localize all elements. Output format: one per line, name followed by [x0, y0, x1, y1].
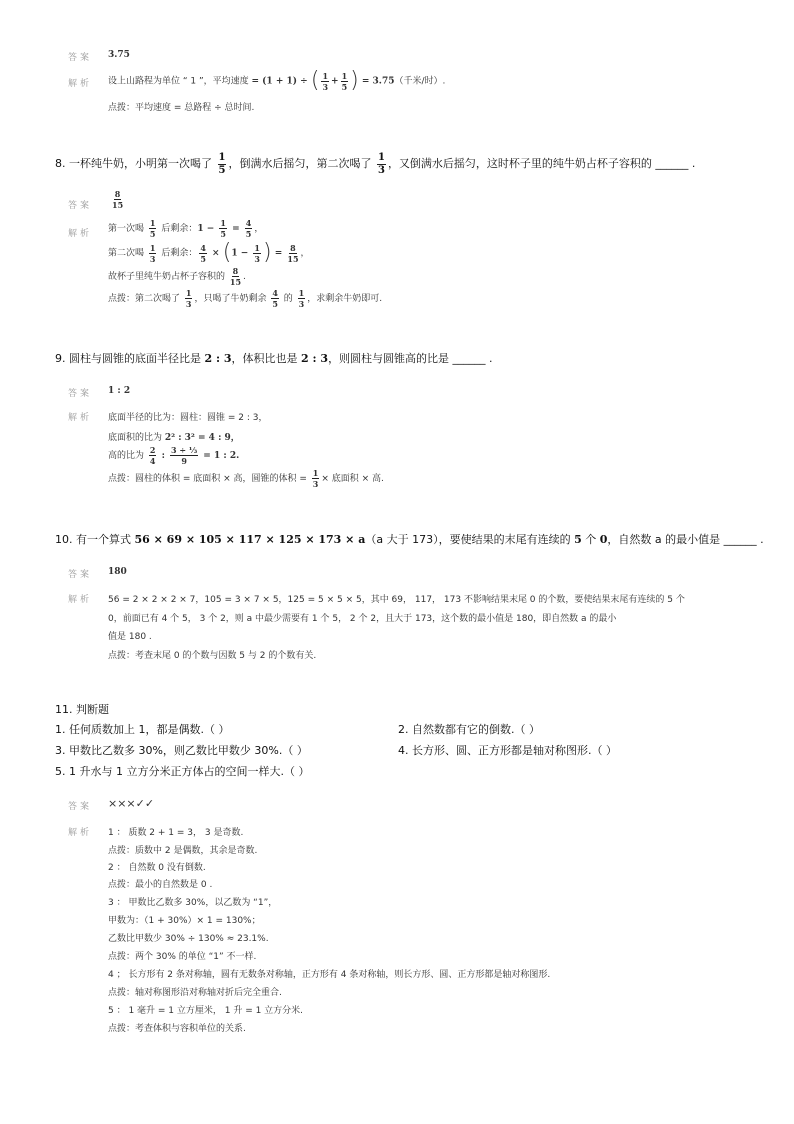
fraction: $\frac{1}{5}$ [341, 70, 348, 92]
math-result: = 3.75 [358, 76, 395, 87]
answer-value: 3.75 [108, 50, 130, 60]
fraction: $\frac{1}{3}$ [185, 288, 192, 309]
judge-item-3: 3. 甲数比乙数多 30%，则乙数比甲数少 30%.（ ） [55, 744, 308, 757]
analysis-line: 1 ： 质数 2 + 1 = 3， 3 是奇数. [108, 828, 244, 838]
judge-item-4: 4. 长方形、圆、正方形都是轴对称图形.（ ） [398, 744, 617, 757]
judge-item-2: 2. 自然数都有它的倒数.（ ） [398, 723, 540, 736]
fraction: $\frac{1}{3}$ [254, 242, 260, 264]
hint-line: 点拨：考查体积与容积单位的关系. [108, 1024, 246, 1034]
hint-line: 点拨：轴对称图形沿对称轴对折后完全重合. [108, 988, 282, 998]
analysis-label: 解析 [68, 595, 93, 605]
analysis-line: 高的比为 $\frac{2}{4}$ : $\frac{\text{3 ÷ ⅓}}{9}$ = 1 : 2. [108, 445, 240, 466]
answer-value: ×××✓✓ [108, 797, 155, 810]
analysis-label: 解析 [68, 79, 93, 89]
analysis-label: 解析 [68, 413, 93, 423]
analysis-line: 值是 180 . [108, 632, 152, 642]
question-text: ，倒满水后摇匀，第二次喝了 [228, 157, 375, 170]
analysis-text: 设上山路程为单位 “ 1 ”，平均速度 [108, 76, 252, 87]
answer-value: 180 [108, 567, 127, 577]
analysis-line: 4 ； 长方形有 2 条对称轴，圆有无数条对称轴，正方形有 4 条对称轴，则长方形、圆、正方形都是轴对称图形. [108, 970, 551, 980]
hint-line: 点拨：考查末尾 0 的个数与因数 5 与 2 的个数有关. [108, 651, 317, 661]
question-10: 10. 有一个算式 56 × 69 × 105 × 117 × 125 × 173 × a（a 大于 173），要使结果的末尾有连续的 5 个 0，自然数 a 的最小值是 ______ . [55, 533, 764, 546]
judge-item-5: 5. 1 升水与 1 立方分米正方体占的空间一样大.（ ） [55, 765, 310, 778]
hint-line: 点拨：质数中 2 是偶数，其余是奇数. [108, 846, 258, 856]
question-11-title: 11. 判断题 [55, 703, 109, 716]
fraction: $\frac{8}{15}$ [112, 189, 124, 210]
hint-line: 点拨：最小的自然数是 0 . [108, 880, 213, 890]
analysis-line: 第一次喝 $\frac{1}{5}$ 后剩余：1 − $\frac{1}{5}$ = $\frac{4}{5}$ ， [108, 218, 264, 239]
fraction: $\frac{1}{5}$ [218, 151, 226, 176]
analysis-line: 3 ： 甲数比乙数多 30%，以乙数为 “1”， [108, 898, 278, 908]
plus-sign: + [331, 76, 339, 87]
fraction: $\frac{2}{4}$ [149, 445, 156, 466]
hint-line: 点拨：第二次喝了 $\frac{1}{3}$ ，只喝了牛奶剩余 $\frac{4}{5}$ 的 $\frac{1}{3}$ ，求剩余牛奶即可. [108, 288, 383, 309]
right-paren: ) [350, 68, 359, 93]
hint-line: 点拨：两个 30% 的单位 “1” 不一样. [108, 952, 257, 962]
analysis-line [108, 70, 445, 93]
analysis-label: 解析 [68, 828, 93, 838]
math-expression: = (1 + 1) ÷ [251, 76, 311, 87]
fraction: $\frac{8}{15}$ [287, 242, 299, 264]
answer-value: 1 : 2 [108, 386, 131, 396]
analysis-line: 底面积的比为 2² : 3² = 4 : 9， [108, 433, 240, 443]
analysis-line: 56 = 2 × 2 × 2 × 7，105 = 3 × 7 × 5，125 = 5 × 5 × 5，其中 69， 117， 173 不影响结果末尾 0 的个数，要使结果末尾有连续的 5 个 [108, 595, 685, 605]
fraction: $\frac{1}{3}$ [322, 70, 329, 92]
fraction: $\frac{1}{3}$ [149, 242, 156, 264]
answer-label: 答案 [68, 201, 93, 211]
fraction: $\frac{1}{3}$ [298, 288, 305, 309]
fraction: $\frac{1}{3}$ [377, 151, 385, 176]
analysis-label: 解析 [68, 229, 93, 239]
analysis-line: 2 ： 自然数 0 没有倒数. [108, 863, 206, 873]
answer-value [110, 190, 125, 209]
answer-label: 答案 [68, 389, 93, 399]
question-9: 9. 圆柱与圆锥的底面半径比是 2 : 3，体积比也是 2 : 3，则圆柱与圆锥高的比是 ______ . [55, 352, 493, 365]
fraction: $\frac{1}{5}$ [149, 218, 156, 239]
fraction: $\frac{\text{3 ÷ ⅓}}{9}$ [171, 445, 198, 466]
question-text: 8. 一杯纯牛奶，小明第一次喝了 [55, 157, 216, 170]
analysis-line: 5 ： 1 毫升 = 1 立方厘米， 1 升 = 1 立方分米. [108, 1006, 304, 1016]
fraction: $\frac{1}{5}$ [220, 218, 226, 239]
question-text: ，又倒满水后摇匀，这时杯子里的纯牛奶占杯子容积的 ______ . [387, 157, 696, 170]
left-paren: ( [310, 68, 320, 93]
analysis-line: 乙数比甲数少 30% ÷ 130% ≈ 23.1%. [108, 934, 269, 944]
fraction: $\frac{4}{5}$ [245, 218, 252, 239]
judge-item-1: 1. 任何质数加上 1，都是偶数.（ ） [55, 723, 230, 736]
question-8 [55, 152, 695, 176]
unit-text: （千米/时）. [394, 76, 446, 87]
analysis-line: 故杯子里纯牛奶占杯子容积的 $\frac{8}{15}$ . [108, 266, 246, 287]
hint-line: 点拨：圆柱的体积 = 底面积 × 高，圆锥的体积 = $\frac{1}{3}$ × 底面积 × 高. [108, 468, 384, 489]
answer-label: 答案 [68, 570, 93, 580]
analysis-line: 0，前面已有 4 个 5， 3 个 2，则 a 中最少需要有 1 个 5， 2 个 2，且大于 173，这个数的最小值是 180，即自然数 a 的最小 [108, 614, 617, 624]
fraction: $\frac{8}{15}$ [229, 266, 242, 287]
hint-line: 点拨：平均速度 = 总路程 ÷ 总时间. [108, 103, 255, 113]
analysis-line: 甲数为：（1 + 30%）× 1 = 130%； [108, 916, 261, 926]
analysis-line: 底面半径的比为：圆柱：圆锥 = 2 : 3， [108, 413, 268, 423]
analysis-line: 第二次喝 $\frac{1}{3}$ 后剩余： $\frac{4}{5}$ × (1 − $\frac{1}{3}$ ) = $\frac{8}{15}$ ， [108, 240, 310, 265]
fraction: $\frac{4}{5}$ [272, 288, 278, 309]
fraction: $\frac{1}{3}$ [312, 468, 319, 489]
answer-label: 答案 [68, 53, 93, 63]
answer-label: 答案 [68, 802, 93, 812]
fraction: $\frac{4}{5}$ [200, 242, 206, 264]
